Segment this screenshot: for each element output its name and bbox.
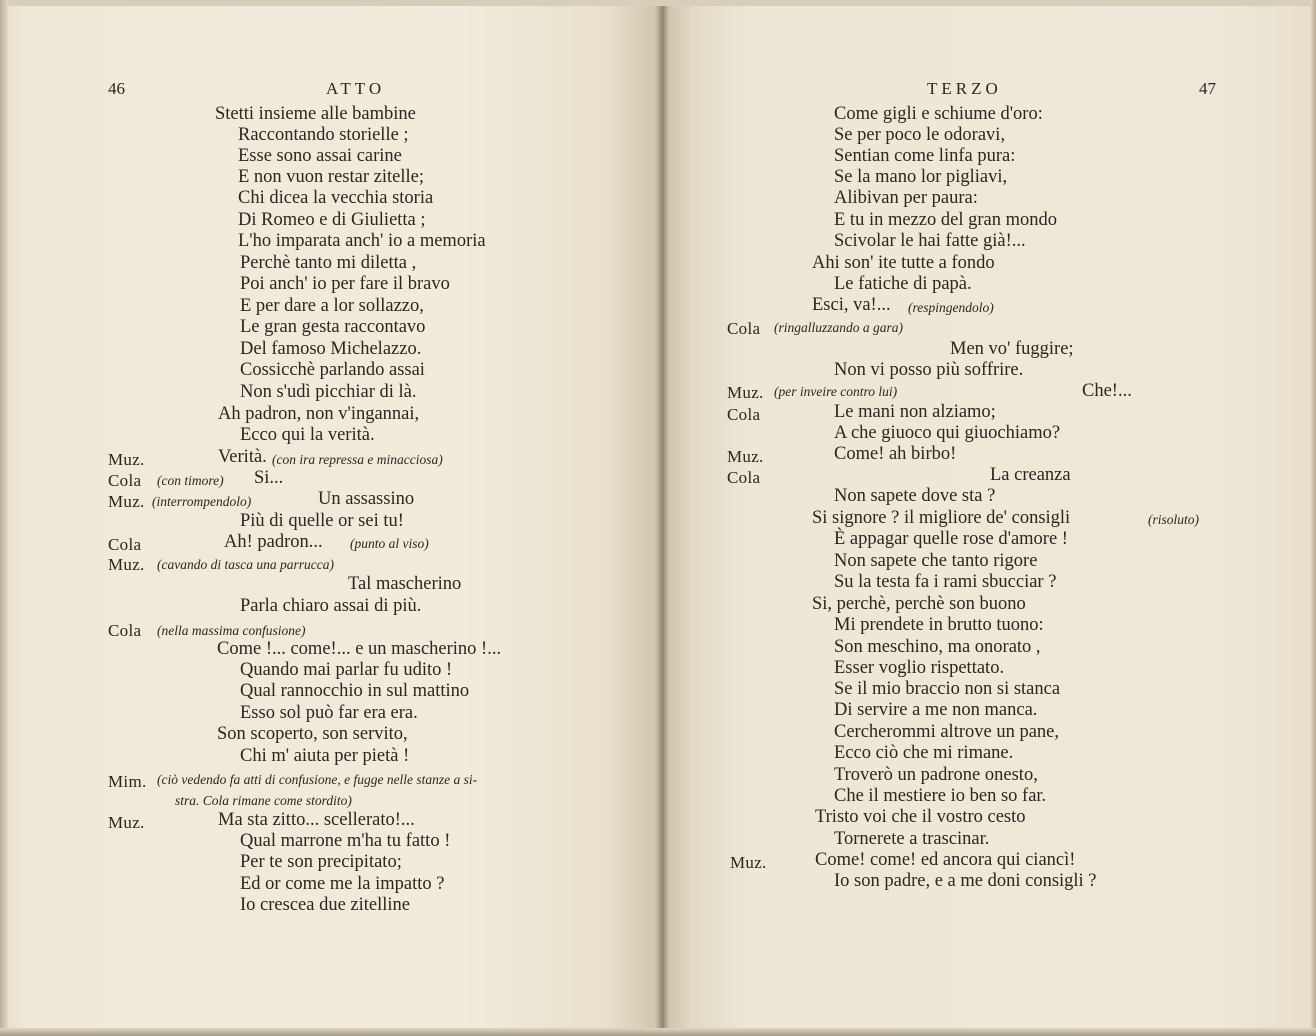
verse-line: Non sapete che tanto rigore: [834, 551, 1038, 571]
verse-line: Che il mestiere io ben so far.: [834, 786, 1047, 806]
verse-line: Si signore ? il migliore de' consigli: [812, 508, 1071, 528]
stage-direction: (interrompendolo): [152, 494, 252, 509]
paper-edge-left: [0, 0, 8, 1036]
speaker-label: Muz.: [108, 813, 145, 832]
speaker-label: Cola: [108, 535, 142, 554]
verse-line: Qual rannocchio in sul mattino: [240, 681, 470, 701]
verse-line: Esser voglio rispettato.: [834, 658, 1005, 678]
verse-line: Son meschino, ma onorato ,: [834, 637, 1041, 657]
verse-line: Che!...: [1082, 381, 1132, 401]
speaker-label: Muz.: [108, 555, 145, 574]
verse-line: Chi m' aiuta per pietà !: [240, 746, 410, 766]
verse-line: Perchè tanto mi diletta ,: [240, 253, 417, 273]
verse-line: Son scoperto, son servito,: [217, 724, 408, 744]
verse-line: E per dare a lor sollazzo,: [240, 296, 424, 316]
verse-line: Tornerete a trascinar.: [834, 829, 990, 849]
verse-line: Tal mascherino: [348, 574, 462, 594]
verse-line: È appagar quelle rose d'amore !: [834, 529, 1068, 549]
speaker-label: Muz.: [108, 450, 145, 469]
verse-line: Io son padre, e a me doni consigli ?: [834, 871, 1097, 891]
verse-line: Esci, va!...: [812, 295, 891, 315]
right-page: [660, 0, 1316, 1036]
verse-line: E tu in mezzo del gran mondo: [834, 210, 1057, 230]
verse-line: Qual marrone m'ha tu fatto !: [240, 831, 451, 851]
verse-line: Non sapete dove sta ?: [834, 486, 996, 506]
verse-line: Tristo voi che il vostro cesto: [815, 807, 1026, 827]
verse-line: Men vo' fuggire;: [950, 339, 1074, 359]
speaker-label: Mim.: [108, 772, 147, 791]
verse-line: Verità.: [218, 447, 267, 467]
stage-direction: (ciò vedendo fa atti di confusione, e fugge nelle stanze a si-: [157, 772, 478, 787]
verse-line: Alibivan per paura:: [834, 188, 978, 208]
verse-line: Se il mio braccio non si stanca: [834, 679, 1061, 699]
verse-line: Le mani non alziamo;: [834, 402, 996, 422]
verse-line: Io crescea due zitelline: [240, 895, 410, 915]
verse-line: Più di quelle or sei tu!: [240, 511, 404, 531]
stage-direction: stra. Cola rimane come stordito): [175, 793, 352, 808]
verse-line: Scivolar le hai fatte già!...: [834, 231, 1026, 251]
paper-edge-bottom: [0, 1028, 1316, 1036]
verse-line: Le fatiche di papà.: [834, 274, 972, 294]
speaker-label: Cola: [727, 405, 761, 424]
verse-line: Cossicchè parlando assai: [240, 360, 425, 380]
verse-line: Come! come! ed ancora qui ciancì!: [815, 850, 1076, 870]
running-head-right: TERZO: [927, 79, 1002, 98]
verse-line: Un assassino: [318, 489, 415, 509]
verse-line: Come !... come!... e un mascherino !...: [217, 639, 502, 659]
verse-line: Troverò un padrone onesto,: [834, 765, 1038, 785]
page-number-right: 47: [1199, 79, 1216, 98]
stage-direction: (con ira repressa e minacciosa): [272, 452, 443, 467]
verse-line: Si, perchè, perchè son buono: [812, 594, 1026, 614]
verse-line: Su la testa fa i rami sbucciar ?: [834, 572, 1057, 592]
verse-line: Come gigli e schiume d'oro:: [834, 104, 1043, 124]
verse-line: Chi dicea la vecchia storia: [238, 188, 434, 208]
speaker-label: Muz.: [730, 853, 767, 872]
verse-line: Ecco ciò che mi rimane.: [834, 743, 1014, 763]
book-gutter: [655, 0, 669, 1036]
stage-direction: (nella massima confusione): [157, 623, 306, 638]
stage-direction: (risoluto): [1148, 512, 1200, 527]
verse-line: Per te son precipitato;: [240, 852, 402, 872]
verse-line: Raccontando storielle ;: [238, 125, 409, 145]
verse-line: Esse sono assai carine: [238, 146, 402, 166]
stage-direction: (per inveire contro lui): [774, 384, 898, 399]
stage-direction: (cavando di tasca una parrucca): [157, 557, 334, 572]
verse-line: E non vuon restar zitelle;: [238, 167, 424, 187]
speaker-label: Muz.: [727, 447, 764, 466]
verse-line: Del famoso Michelazzo.: [240, 339, 422, 359]
verse-line: Esso sol può far era era.: [240, 703, 418, 723]
verse-line: Si...: [254, 468, 284, 488]
verse-line: L'ho imparata anch' io a memoria: [238, 231, 486, 251]
verse-line: Ed or come me la impatto ?: [240, 874, 445, 894]
speaker-label: Cola: [727, 319, 761, 338]
stage-direction: (ringalluzzando a gara): [774, 320, 904, 335]
verse-line: Come! ah birbo!: [834, 444, 957, 464]
verse-line: Ahi son' ite tutte a fondo: [812, 253, 995, 273]
verse-line: Di Romeo e di Giulietta ;: [238, 210, 426, 230]
verse-line: A che giuoco qui giuochiamo?: [834, 423, 1061, 443]
verse-line: Ma sta zitto... scellerato!...: [218, 810, 415, 830]
verse-line: Di servire a me non manca.: [834, 700, 1038, 720]
verse-line: Ah! padron...: [224, 532, 323, 552]
verse-line: Se la mano lor pigliavi,: [834, 167, 1008, 187]
verse-line: Quando mai parlar fu udito !: [240, 660, 453, 680]
page-number-left: 46: [108, 79, 125, 98]
verse-line: Le gran gesta raccontavo: [240, 317, 426, 337]
paper-edge-top: [0, 0, 1316, 6]
speaker-label: Cola: [108, 471, 142, 490]
stage-direction: (respingendolo): [908, 300, 994, 315]
running-head-left: ATTO: [326, 79, 386, 98]
verse-line: Mi prendete in brutto tuono:: [834, 615, 1044, 635]
speaker-label: Cola: [727, 468, 761, 487]
paper-edge-right: [1310, 0, 1316, 1036]
verse-line: Non s'udì picchiar di là.: [240, 382, 417, 402]
verse-line: Parla chiaro assai di più.: [240, 596, 422, 616]
stage-direction: (punto al viso): [350, 536, 429, 551]
verse-line: Non vi posso più soffrire.: [834, 360, 1024, 380]
speaker-label: Muz.: [727, 383, 764, 402]
speaker-label: Cola: [108, 621, 142, 640]
verse-line: Cercherommi altrove un pane,: [834, 722, 1059, 742]
verse-line: Ecco qui la verità.: [240, 425, 375, 445]
speaker-label: Muz.: [108, 492, 145, 511]
verse-line: Sentian come linfa pura:: [834, 146, 1016, 166]
verse-line: Poi anch' io per fare il bravo: [240, 274, 450, 294]
verse-line: La creanza: [990, 465, 1071, 485]
stage-direction: (con timore): [157, 473, 224, 488]
verse-line: Ah padron, non v'ingannai,: [218, 404, 420, 424]
verse-line: Stetti insieme alle bambine: [215, 104, 416, 124]
verse-line: Se per poco le odoravi,: [834, 125, 1006, 145]
